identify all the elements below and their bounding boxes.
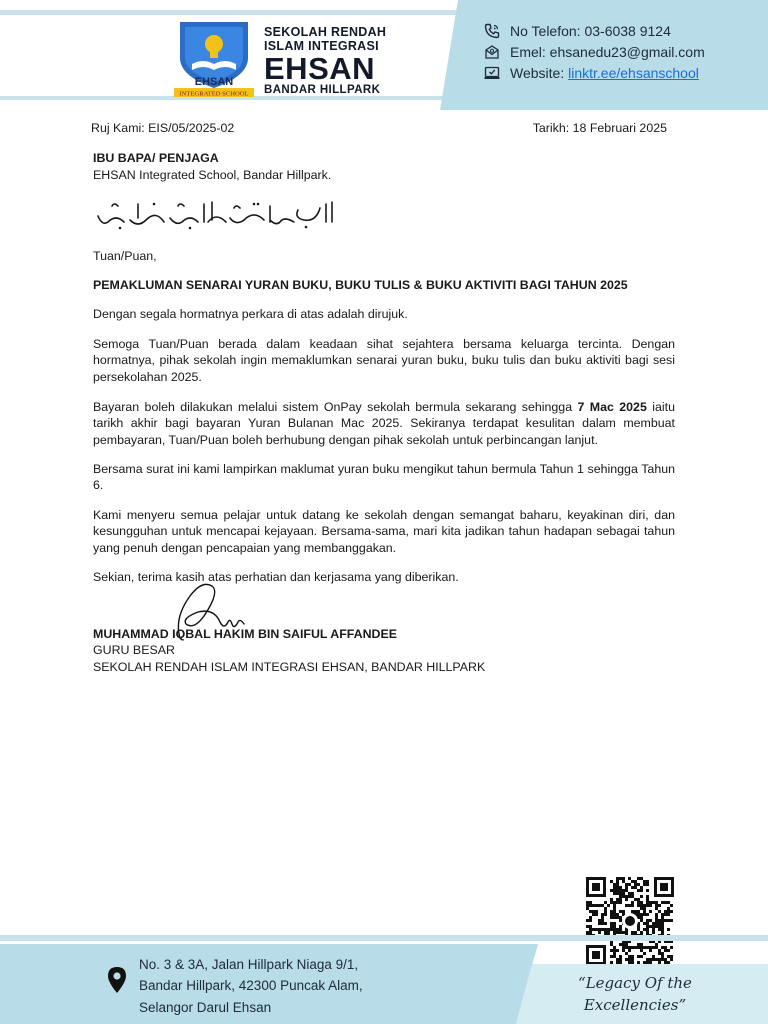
header-stripe-top — [0, 10, 520, 15]
email-text: Emel: ehsanedu23@gmail.com — [510, 43, 705, 60]
letter-subject: PEMAKLUMAN SENARAI YURAN BUKU, BUKU TULIS & BUKU AKTIVITI BAGI TAHUN 2025 — [93, 278, 628, 292]
school-location: BANDAR HILLPARK — [264, 84, 381, 96]
recipient-org: EHSAN Integrated School, Bandar Hillpark. — [93, 168, 332, 182]
school-motto — [560, 972, 710, 1016]
contact-info — [484, 20, 705, 83]
paragraph-5: Kami menyeru semua pelajar untuk datang ke sekolah dengan semangat baharu, keyakinan diri, dan kesungguhan untuk mencapai kejayaan. Bersama-sama, mari kita jadikan tahun hadapan sebagai tahun yang penuh dengan pencapaian yang membanggakan. — [93, 508, 675, 555]
signatory-org: SEKOLAH RENDAH ISLAM INTEGRASI EHSAN, BANDAR HILLPARK — [93, 660, 486, 674]
footer-stripe — [0, 935, 768, 941]
motto-line2: Excellencies” — [583, 996, 687, 1014]
contact-website — [484, 62, 705, 83]
reference-number: Ruj Kami: EIS/05/2025-02 — [91, 121, 235, 135]
website-prefix: Website: — [510, 64, 569, 81]
school-line2: ISLAM INTEGRASI — [264, 38, 379, 53]
motto-line1: “Legacy Of the — [578, 974, 692, 992]
paragraph-1: Dengan segala hormatnya perkara di atas adalah dirujuk. — [93, 307, 408, 321]
school-line1: SEKOLAH RENDAH — [264, 25, 387, 39]
school-name-block — [264, 26, 386, 97]
logo-label: EHSAN — [194, 76, 234, 88]
address-line1: No. 3 & 3A, Jalan Hillpark Niaga 9/1, — [139, 957, 359, 972]
phone-text: No Telefon: 03-6038 9124 — [510, 22, 671, 39]
contact-phone — [484, 20, 705, 41]
paragraph-3 — [93, 399, 675, 448]
p3-after: iaitu tarikh akhir bagi bayaran Yuran Bulanan Mac 2025. Sekiranya terdapat kesulitan dalam membuat pembayaran, Tuan/Puan boleh berhubung dengan pihak sekolah untuk perbincangan lanjut. — [93, 400, 675, 447]
p3-deadline: 7 Mac 2025 — [577, 400, 647, 414]
letter-date: Tarikh: 18 Februari 2025 — [532, 121, 667, 135]
recipient-title: IBU BAPA/ PENJAGA — [93, 151, 219, 165]
p3-before: Bayaran boleh dilakukan melalui sistem OnPay sekolah bermula sekarang sehingga — [93, 400, 578, 414]
location-pin-icon — [107, 966, 127, 994]
signatory-title: GURU BESAR — [93, 643, 175, 657]
website-link[interactable]: linktr.ee/ehsanschool — [568, 64, 699, 81]
phone-icon — [484, 23, 500, 39]
signatory-name: MUHAMMAD IQBAL HAKIM BIN SAIFUL AFFANDEE — [93, 627, 398, 641]
salutation: Tuan/Puan, — [93, 249, 157, 263]
paragraph-6: Sekian, terima kasih atas perhatian dan kerjasama yang diberikan. — [93, 570, 459, 584]
school-address — [139, 954, 363, 1018]
paragraph-4: Bersama surat ini kami lampirkan maklumat yuran buku mengikut tahun bermula Tahun 1 sehingga Tahun 6. — [93, 462, 675, 493]
address-line2: Bandar Hillpark, 42300 Puncak Alam, — [139, 978, 363, 994]
salam-calligraphy — [94, 196, 336, 234]
email-icon — [484, 44, 500, 60]
school-logo — [172, 18, 256, 100]
school-name: EHSAN — [264, 51, 376, 86]
qr-code[interactable] — [585, 876, 675, 966]
contact-email — [484, 41, 705, 62]
website-icon — [484, 65, 500, 81]
logo-ribbon-text: INTEGRATED SCHOOL — [179, 90, 249, 98]
address-line3: Selangor Darul Ehsan — [139, 999, 272, 1015]
paragraph-2: Semoga Tuan/Puan berada dalam keadaan sihat sejahtera bersama keluarga tercinta. Dengan hormatnya, pihak sekolah ingin memaklumkan senarai yuran buku, buku tulis dan buku aktiviti bagi sesi persekolahan 2025. — [93, 337, 675, 384]
